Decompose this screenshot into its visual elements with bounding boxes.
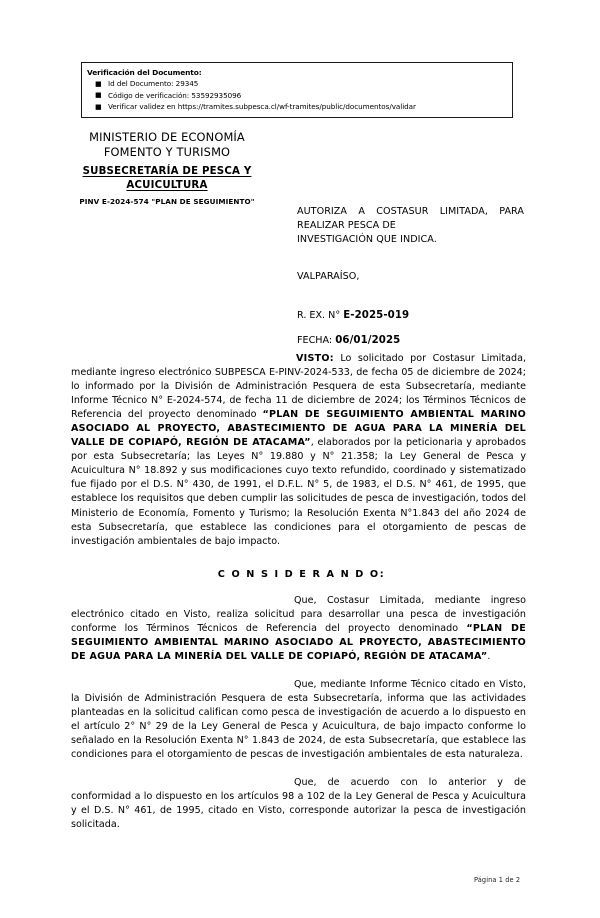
ministry-line-2: FOMENTO Y TURISMO: [103, 144, 231, 159]
resolution-date-line: [297, 334, 524, 348]
resolution-number: E-2025-019: [343, 309, 410, 321]
visto-label: VISTO:: [296, 353, 334, 364]
city-line: VALPARAÍSO,: [297, 270, 360, 282]
pinv-reference: PINV E-2024-574 "PLAN DE SEGUIMIENTO": [79, 197, 255, 206]
list-item: [95, 78, 512, 90]
considerando-paragraph-2: [71, 678, 526, 762]
visto-text-part-2: , elaborados por la peticionaria y aprobados por esta Subsecretaría; las Leyes N° 19.880 y N° 21.358; la Ley General de Pesca y Acuicultura N° 18.892 y sus modificaciones cuyo texto refundido, coordinado y sistematizado fue fijado por el D.S. N° 430, de 1991, el D.F.L. N° 5, de 1983, el D.S. N° 461, de 1995, que establece los requisitos que deben cumplir las solicitudes de pesca de investigación, todos del Ministerio de Economía, Fomento y Turismo; la Resolución Exenta N°1.843 del año 2024 de esta Subsecretaría, que establece las condiciones para el otorgamiento de pescas de investigación ambientales de bajo impacto.: [71, 437, 526, 547]
subsecretaria-title: SUBSECRETARÍA DE PESCA Y ACUICULTURA: [82, 166, 252, 191]
visto-paragraph: [71, 352, 526, 549]
list-item: [95, 101, 512, 113]
organization-header: [42, 130, 292, 206]
list-item: [95, 90, 512, 102]
bullet-icon: ■: [95, 79, 102, 88]
page-number-footer: Página 1 de 2: [474, 876, 521, 884]
bullet-icon: ■: [95, 102, 102, 111]
resolution-title-block: [297, 205, 524, 348]
validation-url-text[interactable]: Verificar validez en https://tramites.subpesca.cl/wf-tramites/public/documentos/validar: [108, 102, 416, 111]
considerando-1-text-part-2: .: [487, 650, 491, 662]
date-label: FECHA:: [297, 334, 333, 346]
date-value: 06/01/2025: [335, 334, 401, 346]
document-id-text: Id del Documento: 29345: [108, 79, 199, 88]
authorization-subject: [297, 205, 524, 248]
document-verification-box: [81, 62, 513, 118]
project-name-visto: “PLAN DE SEGUIMIENTO AMBIENTAL MARINO ASOCIADO AL PROYECTO, ABASTECIMIENTO DE AGUA PARA LA MINERÍA DEL VALLE DE COPIAPÓ, REGIÓN DE ATACAMA”: [71, 409, 527, 449]
considerando-3-text: Que, de acuerdo con lo anterior y de conformidad a lo dispuesto en los artículos 98 a 102 de la Ley General de Pesca y Acuicultura y el D.S. N° 461, de 1995, citado en Visto, corresponde autorizar la pesca de investigación solicitada.: [71, 777, 526, 831]
resolution-number-line: [297, 309, 524, 323]
document-body: [71, 352, 526, 832]
authorization-subject-lastline: INVESTIGACIÓN QUE INDICA.: [297, 234, 437, 246]
authorization-subject-main: AUTORIZA A COSTASUR LIMITADA, PARA REALIZAR PESCA DE: [297, 206, 524, 232]
considerando-paragraph-3: [71, 776, 526, 832]
bullet-icon: ■: [95, 91, 102, 99]
considerando-2-text: Que, mediante Informe Técnico citado en Visto, la División de Administración Pesquera de esta Subsecretaría, informa que las actividades planteadas en la solicitud califican como pesca de investigación de acuerdo a lo dispuesto en el artículo 2° N° 29 de la Ley General de Pesca y Acuicultura, de bajo impacto conforme lo señalado en la Resolución Exenta N° 1.843 de 2024, de esta Subsecretaría, que establece las condiciones para el otorgamiento de pescas de investigación ambientales de esta naturaleza.: [71, 678, 526, 761]
ministry-line-1: MINISTERIO DE ECONOMÍA: [89, 130, 245, 144]
considerando-1-text-part-1: Que, Costasur Limitada, mediante ingreso electrónico citado en Visto, realiza solicitud para desarrollar una pesca de investigación conforme los Términos Técnicos de Referencia del proyecto denominado: [71, 594, 526, 634]
visto-text-part-1: Lo solicitado por Costasur Limitada, mediante ingreso electrónico SUBPESCA E-PINV-2024-533, de fecha 05 de diciembre de 2024; lo informado por la División de Administración Pesquera de esta Subsecretaría, mediante Informe Técnico N° E-2024-574, de fecha 11 de diciembre de 2024; los Términos Técnicos de Referencia del proyecto denominado: [71, 353, 526, 421]
project-name-considerando: “PLAN DE SEGUIMIENTO AMBIENTAL MARINO ASOCIADO AL PROYECTO, ABASTECIMIENTO DE AGUA PARA LA MINERÍA DEL VALLE DE COPIAPÓ, REGIÓN DE ATACAMA”: [71, 622, 526, 662]
verification-details-list: [82, 78, 512, 113]
verification-code-text: Código de verificación: 53592935096: [108, 90, 242, 100]
verification-box-title: Verificación del Documento:: [87, 68, 202, 77]
considerando-paragraph-1: [71, 594, 526, 664]
resolution-label: R. EX. N°: [297, 309, 341, 321]
considerando-heading: C O N S I D E R A N D O:: [217, 568, 386, 580]
